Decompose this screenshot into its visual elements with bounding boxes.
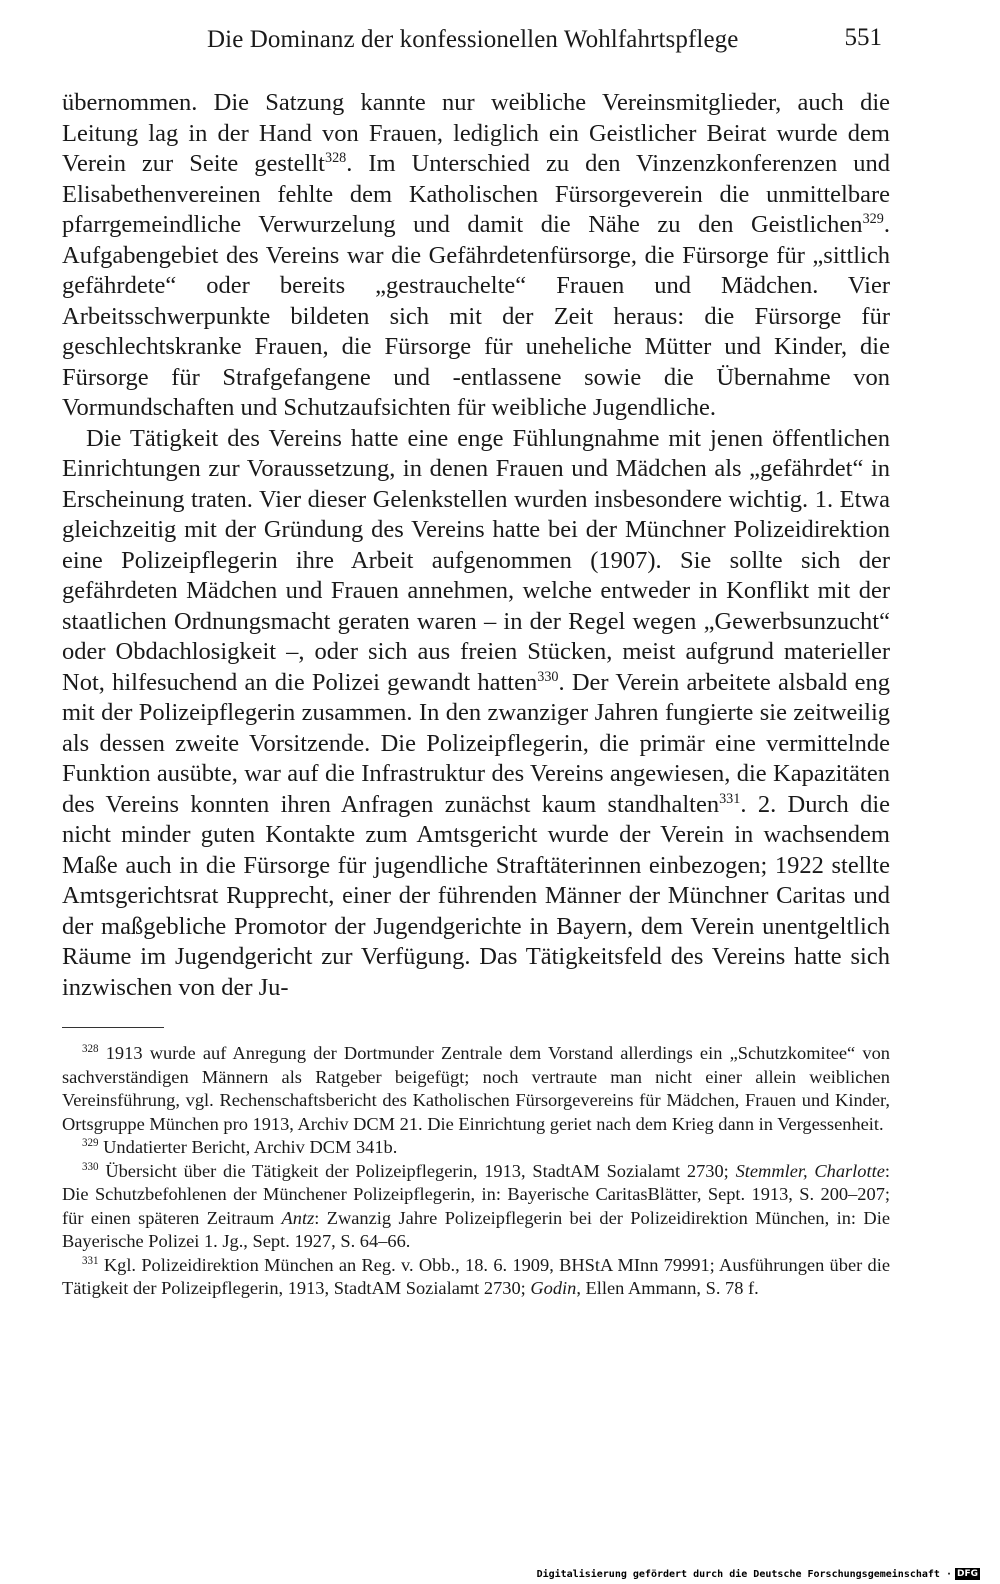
text-run: . Aufgabengebiet des Vereins war die Gefährdetenfürsorge, die Fürsorge für „sittlich gefährdete“ oder bereits „gestrauchelte“ Frauen und Mädchen. Vier Arbeitsschwerpunkte bildeten sich mit der Zeit heraus: die Fürsorge für geschlechtskranke Frauen, die Fürsorge für uneheliche Mütter und Kinder, die Fürsorge für Strafgefangene und -entlassene sowie die Übernahme von Vormundschaften und Schutzaufsichten für weibliche Jugendliche. xyxy=(62,211,890,421)
footnote-text: Übersicht über die Tätigkeit der Polizeipflegerin, 1913, StadtAM Sozialamt 2730; xyxy=(98,1160,736,1181)
footnote-ref-330[interactable]: 330 xyxy=(537,668,559,685)
footnote-329 xyxy=(62,1136,890,1160)
credit-text: Digitalisierung gefördert durch die Deutsche Forschungsgemeinschaft · xyxy=(536,1568,952,1580)
text-run: . Im Unterschied zu den Vinzenzkonferenzen und Elisabethenvereinen fehlte dem Katholischen Fürsorgeverein die unmittelbare pfarrgemeindliche Verwurzelung und damit die Nähe zu den Geistlichen xyxy=(62,150,890,238)
paragraph xyxy=(62,424,890,1004)
text-run: übernommen. Die Satzung kannte nur weibliche Vereinsmitglieder, auch die Leitung lag in der Hand von Frauen, lediglich ein Geistlicher Beirat wurde dem Verein zur Seite gestellt xyxy=(62,89,890,177)
footnote-328 xyxy=(62,1042,890,1136)
text-run: Die Tätigkeit des Vereins hatte eine enge Fühlungnahme mit jenen öffentlichen Einrichtungen zur Voraussetzung, in denen Frauen und Mädchen als „gefährdet“ in Erscheinung traten. Vier dieser Gelenkstellen wurden insbesondere wichtig. 1. Etwa gleichzeitig mit der Gründung des Vereins hatte bei der Münchner Polizeidirektion eine Polizeipflegerin ihre Arbeit aufgenommen (1907). Sie sollte sich der gefährdeten Mädchen und Frauen annehmen, welche entweder in Konflikt mit der staatlichen Ordnungsmacht geraten waren – in der Regel wegen „Gewerbsunzucht“ oder Obdachlosigkeit –, oder sich aus freien Stücken, meist aufgrund materieller Not, hilfesuchend an die Polizei gewandt hatten xyxy=(62,424,890,696)
footnote-number: 330 xyxy=(82,1160,99,1173)
book-page xyxy=(62,24,890,1301)
footnotes xyxy=(62,1042,890,1301)
dfg-logo-icon: DFG xyxy=(956,1569,978,1579)
running-head xyxy=(62,24,890,64)
footnote-331 xyxy=(62,1254,890,1301)
footnote-text: Undatierter Bericht, Archiv DCM 341b. xyxy=(98,1137,398,1157)
footnote-text: : Zwanzig Jahre Polizeipflegerin bei der Polizeidirektion München, in: Die Bayerische Polizei 1. Jg., Sept. 1927, S. 64–66. xyxy=(62,1207,890,1251)
author-name: Antz xyxy=(281,1207,315,1228)
footnote-number: 331 xyxy=(82,1254,99,1267)
footnote-number: 328 xyxy=(82,1043,99,1056)
footnote-ref-331[interactable]: 331 xyxy=(719,790,741,807)
footnote-text: 1913 wurde auf Anregung der Dortmunder Zentrale dem Vorstand allerdings ein „Schutzkomitee“ von sachverständigen Männern als Ratgeber beigefügt; noch vertraute man nicht einer allein weiblichen Vereinsführung, vgl. Rechenschaftsbericht des Katholischen Fürsorgevereins für Mädchen, Frauen und Kinder, Ortsgruppe München pro 1913, Archiv DCM 21. Die Einrichtung geriet nach dem Krieg dann in Vergessenheit. xyxy=(62,1043,890,1134)
footnote-divider xyxy=(62,1027,164,1028)
text-run: . 2. Durch die nicht minder guten Kontakte zum Amtsgericht wurde der Verein in wachsendem Maße auch in die Fürsorge für jugendliche Straftäterinnen einbezogen; 1922 stellte Amtsgerichtsrat Rupprecht, einer der führenden Männer der Münchner Caritas und der maßgebliche Promotor der Jugendgerichte in Bayern, dem Verein unentgeltlich Räume im Jugendgericht zur Verfügung. Das Tätigkeitsfeld des Vereins hatte sich inzwischen von der Ju- xyxy=(62,790,890,1001)
body-text xyxy=(62,88,890,1003)
footnote-ref-328[interactable]: 328 xyxy=(324,150,347,167)
footnote-number: 329 xyxy=(82,1137,99,1150)
text-run: . Der Verein arbeitete alsbald eng mit der Polizeipflegerin zusammen. In den zwanziger Jahren fungierte sie zeitweilig als dessen zweite Vorsitzende. Die Polizeipflegerin, die primär eine vermittelnde Funktion ausübte, war auf die Infrastruktur des Vereins angewiesen, die Kapazitäten des Vereins konnten ihren Anfragen zunächst kaum standhalten xyxy=(62,668,890,818)
author-name: Stemmler, Charlotte xyxy=(735,1160,885,1181)
paragraph xyxy=(62,88,890,424)
digitization-credit xyxy=(537,1568,980,1580)
footnote-text: , Ellen Ammann, S. 78 f. xyxy=(576,1278,759,1298)
page-number: 551 xyxy=(844,24,882,51)
author-name: Godin xyxy=(530,1278,577,1298)
footnote-text: : Die Schutzbefohlenen der Münchener Polizeipflegerin, in: Bayerische CaritasBlätter, Sept. 1913, S. 200–207; für einen späteren Zeitraum xyxy=(62,1160,890,1228)
footnote-ref-329[interactable]: 329 xyxy=(862,211,884,228)
footnote-text: Kgl. Polizeidirektion München an Reg. v. Obb., 18. 6. 1909, BHStA MInn 79991; Ausführungen über die Tätigkeit der Polizeipflegerin, 1913, StadtAM Sozialamt 2730; xyxy=(62,1254,890,1298)
running-title: Die Dominanz der konfessionellen Wohlfahrtspflege xyxy=(207,26,739,53)
footnote-330 xyxy=(62,1160,890,1254)
